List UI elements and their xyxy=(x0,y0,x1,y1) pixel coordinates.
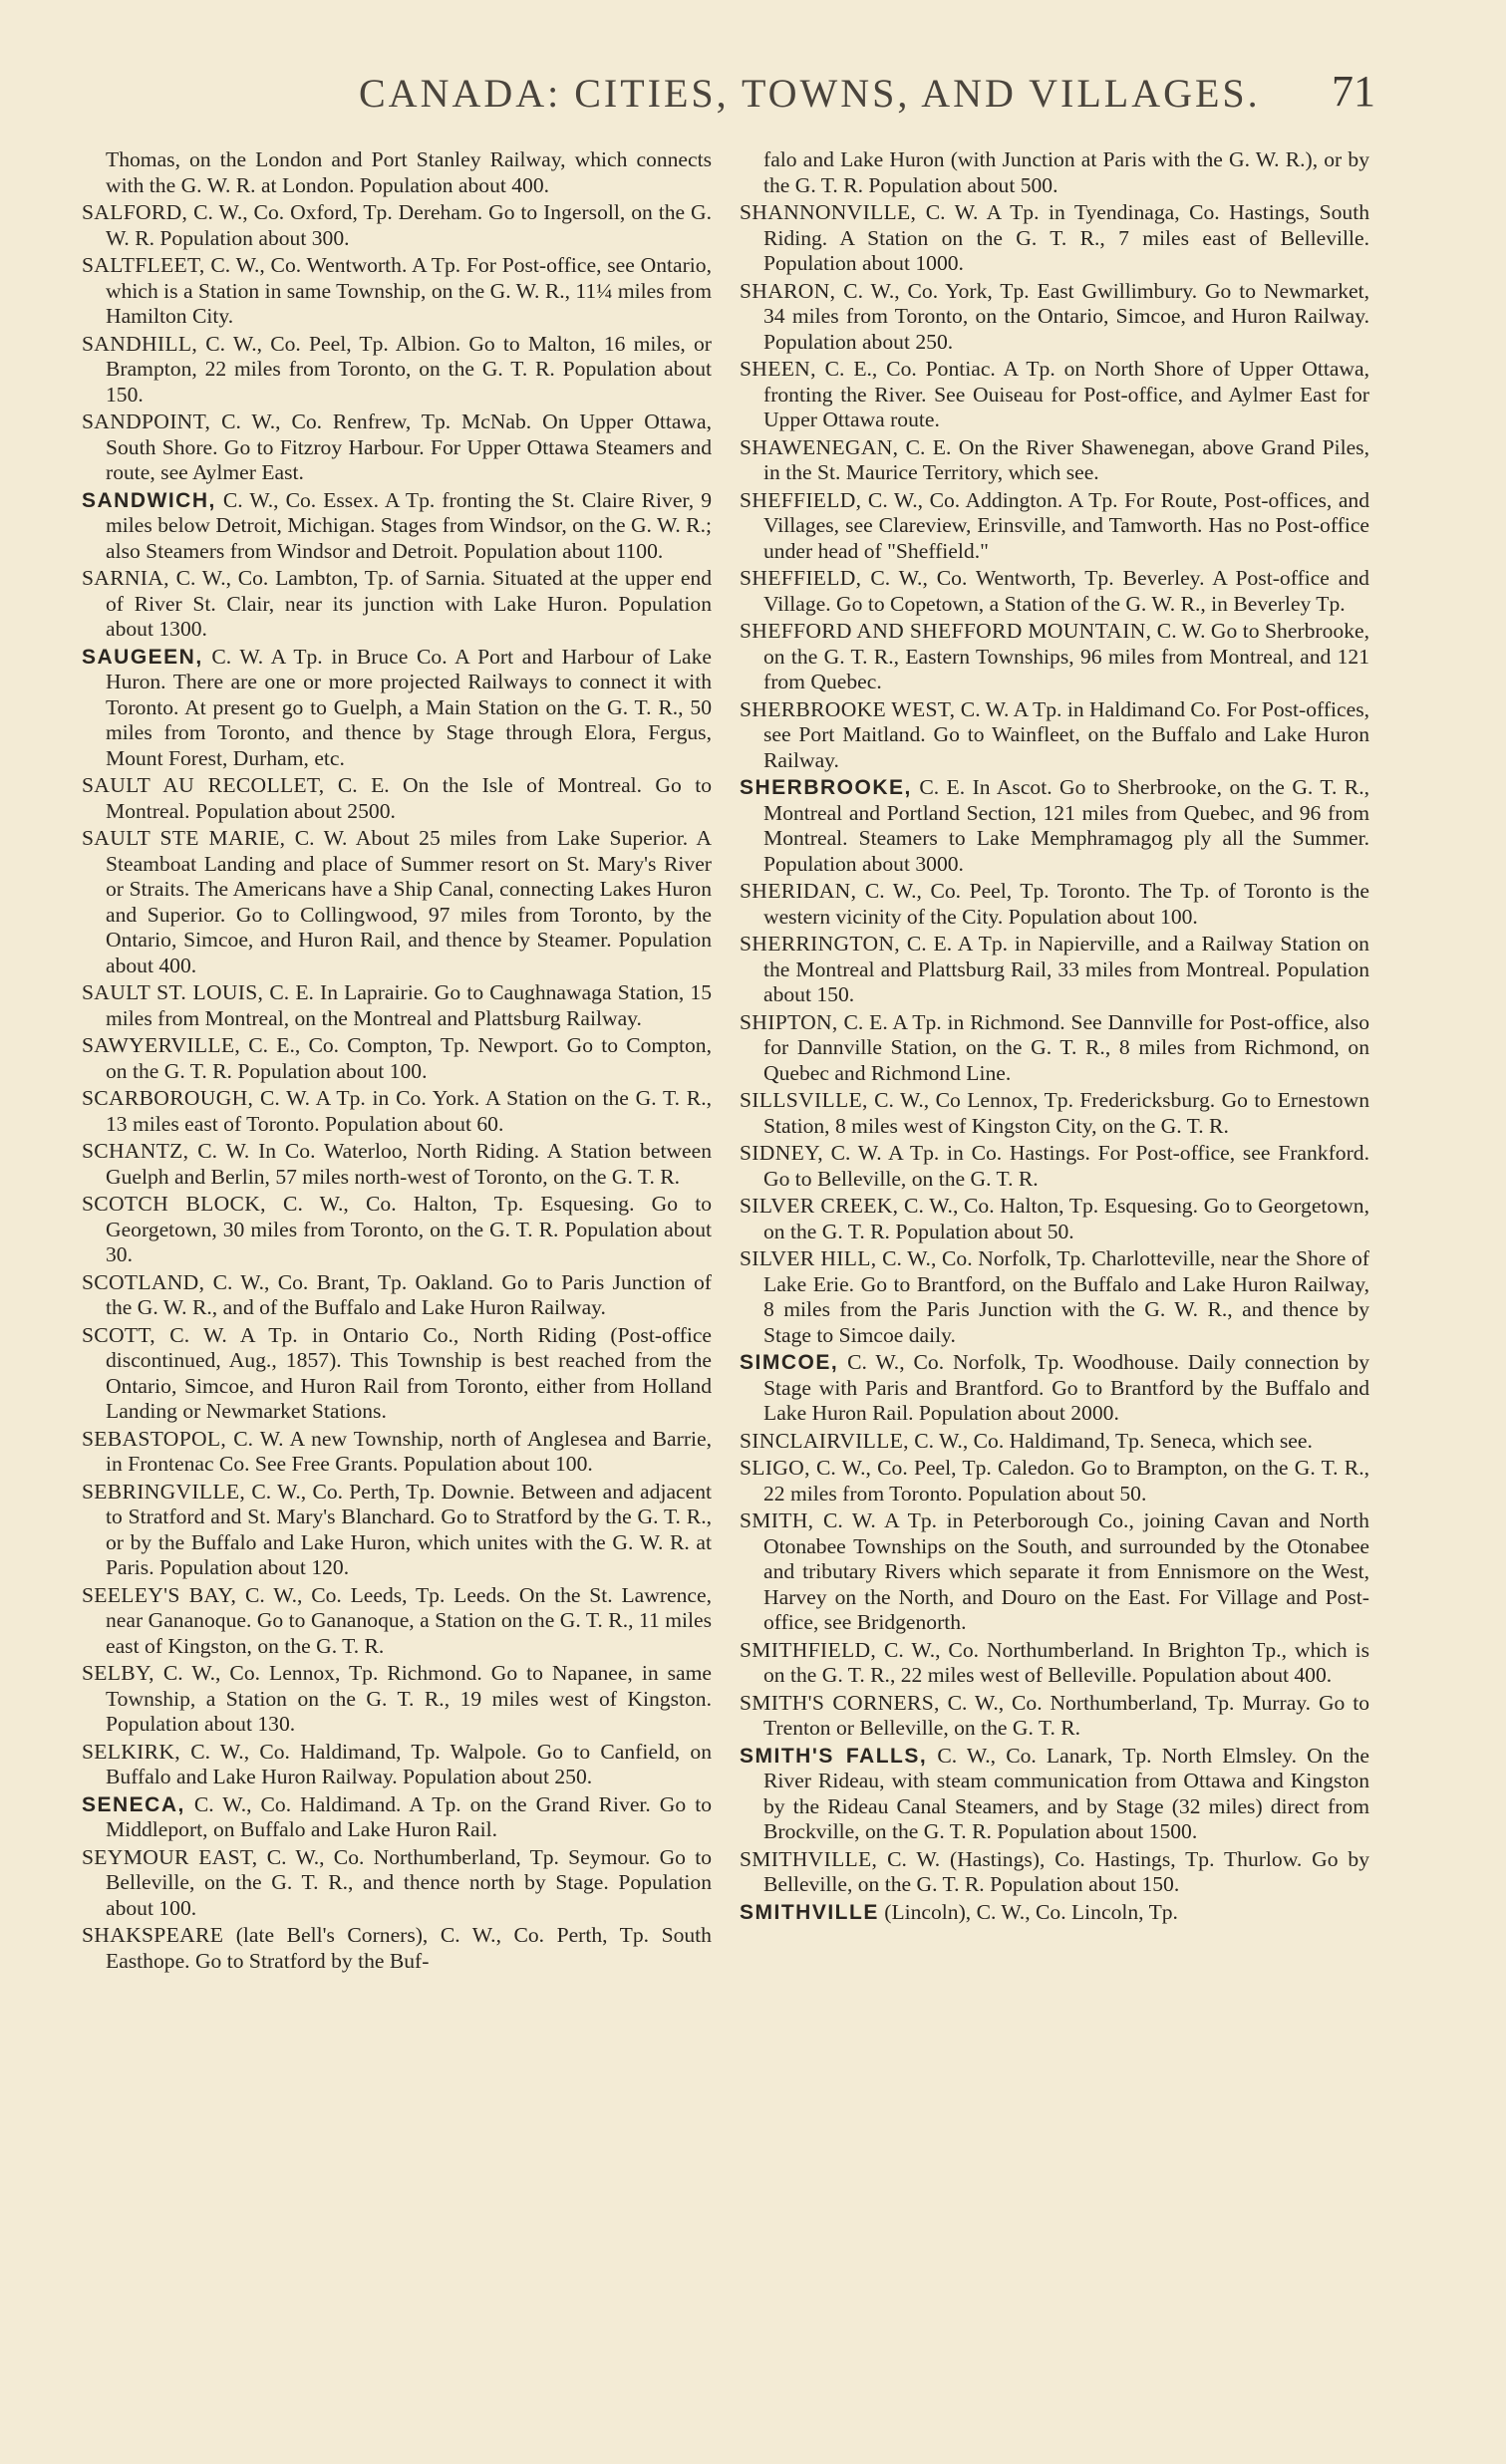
entry-headword: SALFORD, xyxy=(82,200,188,224)
gazetteer-entry xyxy=(82,1427,712,1478)
entry-text: C. W. A Tp. in Co. York. A Station on the G. T. R., 13 miles east of Toronto. Population about 60. xyxy=(106,1086,712,1136)
entry-headword: SAUGEEN, xyxy=(82,645,203,669)
entry-text: C. W. About 25 miles from Lake Superior. A Steamboat Landing and place of Summer resort on St. Mary's River or Straits. The Americans have a Ship Canal, connecting Lakes Huron and Superior. Go to Collingwood, 97 miles from Toronto, by the Ontario, Simcoe, and Huron Rail, and thence by Steamer. Population about 400. xyxy=(106,826,712,977)
entry-headword: SEYMOUR EAST, xyxy=(82,1844,258,1869)
entry-text: C. W. (Hastings), Co. Hastings, Tp. Thurlow. Go by Belleville, on the G. T. R. Population about 150. xyxy=(763,1846,1370,1896)
entry-headword: SHANNONVILLE, xyxy=(740,200,917,224)
entry-text: C. E., Co. Compton, Tp. Newport. Go to Compton, on the G. T. R. Population about 100. xyxy=(106,1033,712,1083)
gazetteer-entry xyxy=(82,1923,712,1974)
entry-text: C. E. In Ascot. Go to Sherbrooke, on the G. T. R., Montreal and Portland Section, 121 miles from Quebec, and 96 from Montreal. Steamers to Lake Memphramagog ply all the Summer. Population about 3000. xyxy=(763,775,1369,876)
entry-headword: SHERRINGTON, xyxy=(740,932,900,956)
gazetteer-entry xyxy=(82,1086,712,1137)
gazetteer-entry xyxy=(82,1192,712,1268)
entry-text: C. W., Co. Northumberland, Tp. Murray. Go to Trenton or Belleville, on the G. T. R. xyxy=(763,1690,1369,1740)
gazetteer-entry xyxy=(740,147,1369,198)
gazetteer-entry xyxy=(82,1792,712,1843)
entry-headword: SHIPTON, xyxy=(740,1009,838,1034)
entry-text: C. W., Co. Renfrew, Tp. McNab. On Upper Ottawa, South Shore. Go to Fitzroy Harbour. For Upper Ottawa Steamers and route, see Aylmer East. xyxy=(106,410,712,484)
gazetteer-entry xyxy=(740,279,1369,356)
gazetteer-entry xyxy=(740,1847,1369,1898)
gazetteer-entry xyxy=(82,1480,712,1581)
entry-text: C. W., Co. Wentworth. A Tp. For Post-office, see Ontario, which is a Station in same Township, on the G. W. R., 11¼ miles from Hamilton City. xyxy=(106,253,712,328)
entry-headword: SIMCOE, xyxy=(740,1351,839,1374)
gazetteer-entry xyxy=(740,1456,1369,1506)
gazetteer-entry xyxy=(740,1638,1369,1689)
right-column xyxy=(740,147,1369,1927)
gazetteer-entry xyxy=(82,826,712,978)
gazetteer-entry xyxy=(740,775,1369,877)
entry-headword: SEBRINGVILLE, xyxy=(82,1479,246,1504)
entry-headword: SHEFFIELD, xyxy=(740,566,862,590)
entry-text: C. E. In Laprairie. Go to Caughnawaga Station, 15 miles from Montreal, on the Montreal and Plattsburg Railway. xyxy=(106,980,713,1030)
entry-headword: SHAKSPEARE xyxy=(82,1923,224,1947)
entry-text: (late Bell's Corners), C. W., Co. Perth, Tp. South Easthope. Go to Stratford by the Buf- xyxy=(106,1923,712,1973)
gazetteer-entry xyxy=(740,932,1369,1008)
entry-text: C. W., Co. Halton, Tp. Esquesing. Go to Georgetown, 30 miles from Toronto, on the G. T. R. Population about 30. xyxy=(106,1192,713,1266)
entry-text: C. W., Co. Addington. A Tp. For Route, Post-offices, and Villages, see Clareview, Erinsville, and Tamworth. Has no Post-office under head of "Sheffield." xyxy=(763,487,1369,563)
entry-headword: SANDHILL, xyxy=(82,331,198,356)
entry-headword: SMITH'S FALLS, xyxy=(740,1744,928,1768)
entry-text: C. W., Co. Peel, Tp. Toronto. The Tp. of Toronto is the western vicinity of the City. Population about 100. xyxy=(763,879,1369,929)
page-header xyxy=(159,62,1375,122)
entry-text: C. W. A Tp. in Tyendinaga, Co. Hastings, South Riding. A Station on the G. T. R., 7 miles east of Belleville. Population about 1000. xyxy=(763,200,1369,275)
entry-headword: SHEFFIELD, xyxy=(740,487,862,512)
gazetteer-entry xyxy=(82,1323,712,1425)
gazetteer-entry xyxy=(82,1139,712,1190)
entry-headword: SHEEN, xyxy=(740,357,816,381)
entry-headword: SELKIRK, xyxy=(82,1739,180,1764)
entry-text: C. W. Go to Sherbrooke, on the G. T. R., Eastern Townships, 96 miles from Montreal, and 121 from Quebec. xyxy=(763,619,1369,693)
gazetteer-entry xyxy=(740,1141,1369,1192)
gazetteer-entry xyxy=(740,697,1369,774)
entry-text: C. W., Co Lennox, Tp. Fredericksburg. Go to Ernestown Station, 8 miles west of Kingston City, on the G. T. R. xyxy=(763,1088,1369,1138)
entry-headword: SCARBOROUGH, xyxy=(82,1086,254,1110)
entry-text: C. W. A Tp. in Ontario Co., North Riding (Post-office discontinued, Aug., 1857). This Township is best reached from the Ontario, Simcoe, and Huron Rail from Toronto, either from Holland Landing or Newmarket Stations. xyxy=(106,1322,712,1423)
entry-headword: SHARON, xyxy=(740,278,836,303)
gazetteer-entry xyxy=(740,435,1369,486)
gazetteer-entry xyxy=(82,1740,712,1790)
entry-text: C. W. A new Township, north of Anglesea and Barrie, in Frontenac Co. See Free Grants. Population about 100. xyxy=(106,1426,712,1476)
entry-headword: SMITH'S CORNERS, xyxy=(740,1690,940,1715)
entry-headword: SARNIA, xyxy=(82,566,169,590)
gazetteer-entry xyxy=(740,1088,1369,1139)
gazetteer-entry xyxy=(82,645,712,772)
entry-headword: SEBASTOPOL, xyxy=(82,1426,227,1451)
entry-text: C. E. On the River Shawenegan, above Grand Piles, in the St. Maurice Territory, which see. xyxy=(763,434,1369,484)
entry-text: C. W., Co. Norfolk, Tp. Charlotteville, near the Shore of Lake Erie. Go to Brantford, on the Buffalo and Lake Huron Railway, 8 miles from the Paris Junction with the G. W. R., and thence by Stage to Simcoe daily. xyxy=(763,1246,1369,1347)
entry-text: C. W., Co. Brant, Tp. Oakland. Go to Paris Junction of the G. W. R., and of the Buffalo and Lake Huron Railway. xyxy=(106,1269,712,1319)
entry-text: C. W. A Tp. in Bruce Co. A Port and Harbour of Lake Huron. There are one or more projected Railways to connect it with Toronto. At present go to Guelph, a Main Station on the G. T. R., 50 miles from Toronto, and thence by Stage through Elora, Fergus, Mount Forest, Durham, etc. xyxy=(106,644,712,770)
gazetteer-entry xyxy=(82,1845,712,1922)
entry-headword: SAULT ST. LOUIS, xyxy=(82,980,264,1004)
entry-headword: SELBY, xyxy=(82,1661,154,1685)
gazetteer-entry xyxy=(82,332,712,409)
entry-text: C. W., Co. Northumberland, Tp. Seymour. Go to Belleville, on the G. T. R., and thence north by Stage. Population about 100. xyxy=(106,1844,712,1920)
gazetteer-entry xyxy=(740,1900,1369,1926)
gazetteer-entry xyxy=(740,879,1369,930)
entry-headword: SILVER HILL, xyxy=(740,1246,877,1270)
entry-text: C. W., Co. Northumberland. In Brighton Tp., which is on the G. T. R., 22 miles west of Belleville. Population about 400. xyxy=(763,1637,1369,1687)
entry-headword: SALTFLEET, xyxy=(82,253,205,277)
entry-headword: SHERBROOKE WEST, xyxy=(740,696,956,721)
gazetteer-entry xyxy=(82,1661,712,1738)
entry-headword: SANDWICH, xyxy=(82,488,216,512)
entry-headword: SANDPOINT, xyxy=(82,410,211,433)
entry-headword: SMITHFIELD, xyxy=(740,1637,877,1662)
entry-headword: SCOTT, xyxy=(82,1322,155,1347)
entry-headword: SINCLAIRVILLE, xyxy=(740,1428,909,1453)
gazetteer-entry xyxy=(82,147,712,198)
gazetteer-entry xyxy=(82,488,712,565)
gazetteer-entry xyxy=(740,566,1369,617)
entry-text: C. W. A Tp. in Haldimand Co. For Post-offices, see Port Maitland. Go to Wainfleet, on the Buffalo and Lake Huron Railway. xyxy=(763,696,1369,772)
entry-text: C. W., Co. Peel, Tp. Caledon. Go to Brampton, on the G. T. R., 22 miles from Toronto. Population about 50. xyxy=(763,1456,1369,1506)
gazetteer-entry xyxy=(82,410,712,486)
entry-headword: SEELEY'S BAY, xyxy=(82,1582,237,1607)
entry-headword: SHAWENEGAN, xyxy=(740,434,899,459)
entry-text: C. E., Co. Pontiac. A Tp. on North Shore of Upper Ottawa, fronting the River. See Ouiseau for Post-office, and Aylmer East for Upper Ottawa route. xyxy=(763,357,1369,431)
entry-text: C. W., Co. Oxford, Tp. Dereham. Go to Ingersoll, on the G. W. R. Population about 300. xyxy=(106,200,712,250)
entry-text: C. W., Co. Wentworth, Tp. Beverley. A Post-office and Village. Go to Copetown, a Station of the G. W. R., in Beverley Tp. xyxy=(763,566,1369,616)
entry-text: C. W., Co. Lambton, Tp. of Sarnia. Situated at the upper end of River St. Clair, near its junction with Lake Huron. Population about 1300. xyxy=(106,566,712,641)
gazetteer-entry xyxy=(82,1583,712,1660)
running-title: CANADA: CITIES, TOWNS, AND VILLAGES. xyxy=(359,71,1261,116)
entry-text: C. E. A Tp. in Napierville, and a Railway Station on the Montreal and Plattsburg Rail, 33 miles from Montreal. Population about 150. xyxy=(763,932,1369,1006)
gazetteer-entry xyxy=(740,1246,1369,1348)
gazetteer-entry xyxy=(82,566,712,643)
entry-headword: SAWYERVILLE, xyxy=(82,1033,241,1057)
entry-text: C. W., Co. Lanark, Tp. North Elmsley. On the River Rideau, with steam communication from Ottawa and Kingston by the Rideau Canal Steamers, and by Stage (32 miles) direct from Brockville, on the G. T. R. Population about 1500. xyxy=(763,1743,1369,1843)
entry-text: C. W., Co. Lennox, Tp. Richmond. Go to Napanee, in same Township, a Station on the G. T. R., 19 miles west of Kingston. Population about 130. xyxy=(106,1661,712,1736)
entry-text: C. W., Co. Peel, Tp. Albion. Go to Malton, 16 miles, or Brampton, 22 miles from Toronto, on the G. T. R. Population about 150. xyxy=(106,331,712,407)
entry-text: C. W. A Tp. in Co. Hastings. For Post-office, see Frankford. Go to Belleville, on the G. T. R. xyxy=(763,1141,1369,1191)
entry-headword: SHERBROOKE, xyxy=(740,776,912,799)
gazetteer-entry xyxy=(82,1033,712,1084)
entry-headword: SMITH, xyxy=(740,1508,814,1532)
gazetteer-entry xyxy=(82,253,712,330)
entry-text: C. W., Co. Essex. A Tp. fronting the St. Claire River, 9 miles below Detroit, Michigan. Stages from Windsor, on the G. W. R.; also Steamers from Windsor and Detroit. Population about 1100. xyxy=(106,487,712,563)
entry-text: C. W., Co. York, Tp. East Gwillimbury. Go to Newmarket, 34 miles from Toronto, on the Ontario, Simcoe, and Huron Railway. Population about 250. xyxy=(763,278,1369,354)
entry-headword: SLIGO, xyxy=(740,1456,810,1480)
entry-headword: SIDNEY, xyxy=(740,1141,823,1165)
entry-headword: SAULT AU RECOLLET, xyxy=(82,773,325,797)
entry-text: C. W., Co. Leeds, Tp. Leeds. On the St. Lawrence, near Gananoque. Go to Gananoque, a Station on the G. T. R., 11 miles east of Kingston, on the G. T. R. xyxy=(106,1582,712,1658)
entry-headword: SHEFFORD AND SHEFFORD MOUNTAIN, xyxy=(740,619,1152,643)
left-column xyxy=(82,147,712,1976)
entry-text: C. W., Co. Halton, Tp. Esquesing. Go to Georgetown, on the G. T. R. Population about 50. xyxy=(763,1194,1369,1243)
entry-text: C. W., Co. Haldimand. A Tp. on the Grand River. Go to Middleport, on Buffalo and Lake Huron Rail. xyxy=(106,1791,712,1841)
gazetteer-entry xyxy=(740,200,1369,277)
entry-text: Thomas, on the London and Port Stanley Railway, which connects with the G. W. R. at London. Population about 400. xyxy=(106,147,712,197)
entry-text: C. W., Co. Perth, Tp. Downie. Between and adjacent to Stratford and St. Mary's Blanchard. Go to Stratford by the G. T. R., or by the Buffalo and Lake Huron, which unites with the G. W. R. at Paris. Population about 120. xyxy=(106,1479,712,1579)
gazetteer-entry xyxy=(740,1691,1369,1742)
entry-text: (Lincoln), C. W., Co. Lincoln, Tp. xyxy=(884,1899,1178,1924)
entry-text: C. W., Co. Haldimand, Tp. Walpole. Go to Canfield, on Buffalo and Lake Huron Railway. Population about 250. xyxy=(106,1739,712,1788)
gazetteer-entry xyxy=(740,1350,1369,1427)
entry-text: C. W., Co. Haldimand, Tp. Seneca, which see. xyxy=(914,1428,1313,1453)
entry-headword: SMITHVILLE xyxy=(740,1900,879,1924)
gazetteer-entry xyxy=(82,773,712,824)
gazetteer-entry xyxy=(82,200,712,251)
entry-text: C. W., Co. Norfolk, Tp. Woodhouse. Daily connection by Stage with Paris and Brantford. Go to Brantford by the Buffalo and Lake Huron Rail. Population about 2000. xyxy=(763,1350,1369,1425)
entry-headword: SAULT STE MARIE, xyxy=(82,826,286,850)
gazetteer-entry xyxy=(740,1429,1369,1455)
entry-text: falo and Lake Huron (with Junction at Paris with the G. W. R.), or by the G. T. R. Population about 500. xyxy=(763,147,1369,197)
gazetteer-entry xyxy=(740,357,1369,433)
gazetteer-entry xyxy=(740,488,1369,565)
entry-headword: SHERIDAN, xyxy=(740,879,857,903)
gazetteer-entry xyxy=(82,980,712,1031)
page-number: 71 xyxy=(1332,67,1375,116)
entry-text: C. W. In Co. Waterloo, North Riding. A Station between Guelph and Berlin, 57 miles north-west of Toronto, on the G. T. R. xyxy=(106,1139,712,1189)
entry-headword: SILVER CREEK, xyxy=(740,1194,899,1218)
gazetteer-entry xyxy=(82,1270,712,1321)
gazetteer-entry xyxy=(740,1010,1369,1087)
gazetteer-entry xyxy=(740,1508,1369,1636)
gazetteer-entry xyxy=(740,619,1369,695)
gazetteer-entry xyxy=(740,1194,1369,1244)
entry-headword: SCOTLAND, xyxy=(82,1269,205,1294)
entry-headword: SENECA, xyxy=(82,1792,185,1816)
entry-text: C. E. A Tp. in Richmond. See Dannville for Post-office, also for Dannville Station, on the G. T. R., 8 miles from Richmond, on Quebec and Richmond Line. xyxy=(763,1009,1369,1085)
entry-headword: SCOTCH BLOCK, xyxy=(82,1192,266,1216)
entry-headword: SCHANTZ, xyxy=(82,1139,189,1163)
entry-text: C. E. On the Isle of Montreal. Go to Montreal. Population about 2500. xyxy=(106,773,713,823)
entry-text: C. W. A Tp. in Peterborough Co., joining Cavan and North Otonabee Townships on the South, and surrounded by the Otonabee and tributary Rivers which separate it from Ennismore on the West, Harvey on the North, and Douro on the East. For Village and Post-office, see Bridgenorth. xyxy=(763,1508,1369,1634)
gazetteer-entry xyxy=(740,1744,1369,1845)
entry-headword: SILLSVILLE, xyxy=(740,1088,868,1112)
entry-headword: SMITHVILLE, xyxy=(740,1846,878,1871)
